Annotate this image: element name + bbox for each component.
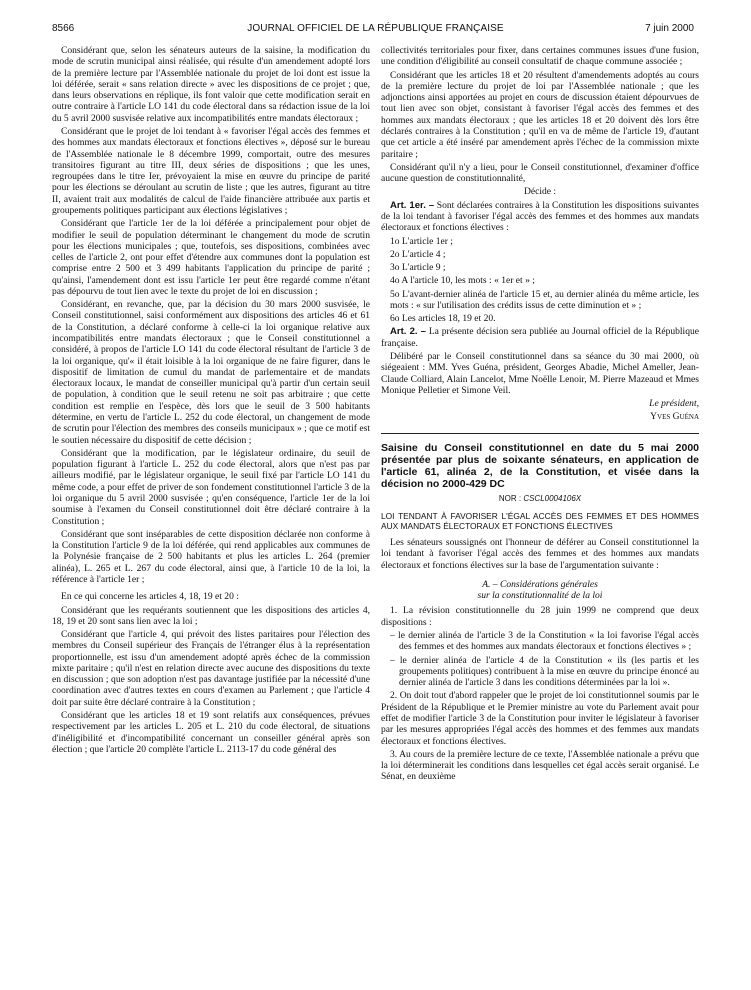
signature-name: Yves Guéna bbox=[650, 411, 699, 423]
paragraph: Considérant que les requérants soutiennent que les dispositions des articles 4, 18, 19 et 20 sont sans lien avec la loi ; bbox=[52, 604, 370, 627]
nor-code: CSCL0004106X bbox=[523, 493, 582, 503]
signature-title: Le président, bbox=[649, 398, 699, 410]
paragraph: Les sénateurs soussignés ont l'honneur de déférer au Conseil constitutionnel la loi tendant à favoriser l'égal accès des femmes et des hommes aux mandats électoraux et fonctions électives sur la base de l'argumentation suivante : bbox=[381, 537, 699, 571]
paragraph: Considérant que le projet de loi tendant à « favoriser l'égal accès des femmes et des hommes aux mandats électoraux et fonctions électives », déposé sur le bureau de l'Assemblée nationale le 8 décembre 1999, comportait, outre des mesures transitoires figurant au titre III, deux séries de dispositions ; que les unes, regroupées dans le titre Ier, prévoyaient la mise en œuvre du principe de parité pour les élections se déroulant au scrutin de liste ; que les autres, figurant au titre II, avaient trait aux modalités de calcul de l'aide financière attribuée aux partis et groupements politiques participant aux élections législatives ; bbox=[52, 125, 370, 216]
paragraph: 2. On doit tout d'abord rappeler que le projet de loi constitutionnel soumis par le Président de la République et le Premier ministre au vote du Parlement avait pour effet de modifier l'article 3 de la Constitution pour inviter le législateur à favoriser par les mesures appropriées l'égal accès des hommes et des femmes aux mandats électoraux et fonctions électives. bbox=[381, 690, 699, 747]
dash-item-text: le dernier alinéa de l'article 3 de la Constitution « la loi favorise l'égal accès des femmes et des hommes aux mandats électoraux et fonctions électives » ; bbox=[398, 629, 699, 653]
list-item: 2o L'article 4 ; bbox=[390, 248, 446, 260]
list-item: 6o Les articles 18, 19 et 20. bbox=[390, 313, 496, 325]
paragraph: Considérant que l'article 1er de la loi déférée a principalement pour objet de modifier le seuil de population déterminant le changement du mode de scrutin pour les élections municipales ; que, toutefois, ses dispositions, combinées avec celles de l'article 2, ont pour effet d'étendre aux communes dont la population est comprise entre 2 500 et 3 499 habitants l'application du principe de parité ; qu'ainsi, l'amendement dont est issu l'article 1er peut être regardé comme n'étant pas dépourvu de tout lien avec le texte du projet de loi en discussion ; bbox=[52, 218, 370, 297]
paragraph: Considérant, en revanche, que, par la décision du 30 mars 2000 susvisée, le Conseil constitutionnel, saisi conformément aux dispositions des articles 46 et 61 de la Constitution, a déclaré conforme à celle-ci la loi organique relative aux incompatibilités entre mandats électoraux ; que le Conseil constitutionnel a considéré, à propos de l'article LO 141 du code électoral résultant de l'article 3 de la loi organique, qu'« il était loisible à la loi organique de ne faire figurer, dans le dispositif de limitation de cumul du mandat de parlementaire et de mandats électoraux locaux, le mandat de conseiller municipal qu'à partir d'un certain seuil de population, à condition que le seuil retenu ne soit pas arbitraire ; que cette condition est remplie en l'espèce, dès lors que le seuil de 3 500 habitants détermine, en vertu de l'article L. 252 du code électoral, un changement de mode de scrutin pour l'élection des membres des conseils municipaux » ; que ce motif est le soutien nécessaire du dispositif de cette décision ; bbox=[52, 299, 370, 446]
paragraph: collectivités territoriales pour fixer, dans certaines communes issues d'une fusion, une condition d'éligibilité au conseil consultatif de chaque commune associée ; bbox=[381, 45, 699, 68]
nor-reference bbox=[381, 493, 699, 504]
page-header bbox=[0, 0, 751, 40]
paragraph: Considérant que l'article 4, qui prévoit des listes paritaires pour l'élection des membres du Conseil supérieur des Français de l'étranger élus à la représentation proportionnelle, est issu d'un amendement adopté après échec de la commission mixte paritaire ; qu'il n'est en relation directe avec aucune des dispositions du texte en discussion ; que son adoption n'est pas davantage justifiée par la nécessité d'une coordination avec d'autres textes en cours d'examen au Parlement ; que l'article 4 doit par suite être déclaré contraire à la Constitution ; bbox=[52, 629, 370, 708]
deliberation: Délibéré par le Conseil constitutionnel dans sa séance du 30 mai 2000, où siégeaient : MM. Yves Guéna, président, Georges Abadie, Michel Ameller, Jean-Claude Colliard, Alain Lancelot, Mme Noëlle Lenoir, M. Pierre Mazeaud et Mmes Monique Pelletier et Simone Veil. bbox=[381, 351, 699, 396]
section-divider bbox=[381, 433, 699, 434]
paragraph: Considérant que, selon les sénateurs auteurs de la saisine, la modification du mode de scrutin municipal ainsi réalisée, qui résulte d'un amendement adopté lors de la première lecture par l'Assemblée nationale du projet de loi dont est issue la loi déférée, serait « sans relation directe » avec les dispositions de ce projet ; que, dans leurs observations en réplique, ils font valoir que cette modification serait en outre contraire à l'article LO 141 du code électoral dans sa rédaction issue de la loi du 5 avril 2000 susvisée relative aux incompatibilités entre mandats électoraux ; bbox=[52, 45, 370, 124]
article-2-label: Art. 2. – bbox=[390, 326, 426, 338]
article-1-label: Art. 1er. – bbox=[390, 199, 435, 211]
list-item: 1o L'article 1er ; bbox=[390, 235, 453, 247]
paragraph: Considérant qu'il n'y a lieu, pour le Conseil constitutionnel, d'examiner d'office aucune question de constitutionnalité, bbox=[381, 161, 699, 185]
journal-title: JOURNAL OFFICIEL DE LA RÉPUBLIQUE FRANÇAISE bbox=[247, 23, 504, 34]
paragraph: Considérant que les articles 18 et 20 résultent d'amendements adoptés au cours de la première lecture du projet de loi par l'Assemblée nationale ; que les adjonctions ainsi apportées au projet en cours de discussion étaient dépourvues de tout lien avec son objet, consistant à favoriser l'égal accès des femmes et des hommes aux mandats électoraux ; que les articles 18 et 20 doivent dès lors être déclarés contraires à la Constitution ; qu'il en va de même de l'article 19, d'autant que cet article a été inséré par amendement après l'échec de la commission mixte paritaire ; bbox=[381, 69, 699, 160]
article-1-text: Sont déclarées contraires à la Constitution les dispositions suivantes de la loi tendant à favoriser l'égal accès des femmes et des hommes aux mandats électoraux et fonctions électives : bbox=[381, 199, 699, 234]
section-a-line-2: sur la constitutionnalité de la loi bbox=[477, 590, 603, 602]
list-item: 5o L'avant-dernier alinéa de l'article 15 et, au dernier alinéa du même article, les mots : « sur l'utilisation des crédits issus de cette diminution et » ; bbox=[390, 288, 699, 311]
loi-title: LOI TENDANT À FAVORISER L'ÉGAL ACCÈS DES FEMMES ET DES HOMMES AUX MANDATS ÉLECTORAUX ET FONCTIONS ÉLECTIVES bbox=[381, 511, 699, 531]
paragraph: 1. La révision constitutionnelle du 28 juin 1999 ne comprend que deux dispositions : bbox=[381, 605, 699, 628]
article-2 bbox=[381, 326, 699, 349]
paragraph: 3. Au cours de la première lecture de ce texte, l'Assemblée nationale a prévu que la loi déterminerait les conditions dans lesquelles cet égal accès serait organisé. Le Sénat, en deuxième bbox=[381, 748, 699, 783]
nor-label: NOR : bbox=[498, 493, 522, 503]
dash-item: – le dernier alinéa de l'article 3 de la Constitution « la loi favorise l'égal accès des femmes et des hommes aux mandats électoraux et fonctions électives » ; bbox=[390, 629, 699, 653]
saisine-title: Saisine du Conseil constitutionnel en date du 5 mai 2000 présentée par plus de soixante sénateurs, en application de l'article 61, alinéa 2, de la Constitution, et visée dans la décision no 2000-429 DC bbox=[381, 441, 699, 490]
article-1 bbox=[381, 200, 699, 234]
subheading: En ce qui concerne les articles 4, 18, 19 et 20 : bbox=[61, 591, 239, 603]
decide-heading: Décide : bbox=[523, 186, 557, 198]
dash-item: – le dernier alinéa de l'article 4 de la Constitution « ils (les partis et les groupements politiques) contribuent à la mise en œuvre du principe énoncé au dernier alinéa de l'article 3 dans les conditions déterminées par la loi ». bbox=[390, 654, 699, 689]
publication-date: 7 juin 2000 bbox=[645, 23, 694, 34]
page-number: 8566 bbox=[52, 23, 75, 34]
paragraph: Considérant que sont inséparables de cette disposition déclarée non conforme à la Constitution l'article 9 de la loi déférée, qui rend applicables aux communes de la Polynésie française de 2 500 habitants et plus les articles L. 264 (premier alinéa), L. 265 et L. 267 du code électoral, ainsi que, à l'article 10 de la loi, la référence à l'article 1er ; bbox=[52, 528, 370, 585]
section-a-heading bbox=[381, 579, 699, 602]
left-column bbox=[52, 45, 370, 757]
list-item: 3o L'article 9 ; bbox=[390, 262, 446, 274]
paragraph: Considérant que la modification, par le législateur ordinaire, du seuil de population figurant à l'article L. 252 du code électoral, alors que n'est pas par ailleurs modifié, par le législateur organique, le seuil fixé par l'article LO 141 du même code, a pour effet de priver de son fondement constitutionnel l'article 3 de la loi organique du 5 avril 2000 susvisée ; qu'en conséquence, l'article 1er de la loi soumise à l'examen du Conseil constitutionnel doit être déclaré contraire à la Constitution ; bbox=[52, 447, 370, 527]
list-item: 4o A l'article 10, les mots : « 1er et » ; bbox=[390, 275, 535, 287]
right-column bbox=[381, 45, 699, 785]
paragraph: Considérant que les articles 18 et 19 sont relatifs aux conséquences, prévues respectivement par les articles L. 205 et L. 210 du code électoral, de situations d'inéligibilité et d'incompatibilité concernant un conseiller général après son élection ; que l'article 20 complète l'article L. 2113-17 du code général des bbox=[52, 710, 370, 755]
section-a-line-1: A. – Considérations générales bbox=[482, 578, 598, 590]
article-2-text: La présente décision sera publiée au Journal officiel de la République française. bbox=[381, 326, 699, 349]
dash-item-text: le dernier alinéa de l'article 4 de la Constitution « ils (les partis et les groupements politiques) contribuent à la mise en œuvre du principe énoncé au dernier alinéa de l'article 3 dans les conditions déterminées par la loi ». bbox=[399, 654, 699, 689]
